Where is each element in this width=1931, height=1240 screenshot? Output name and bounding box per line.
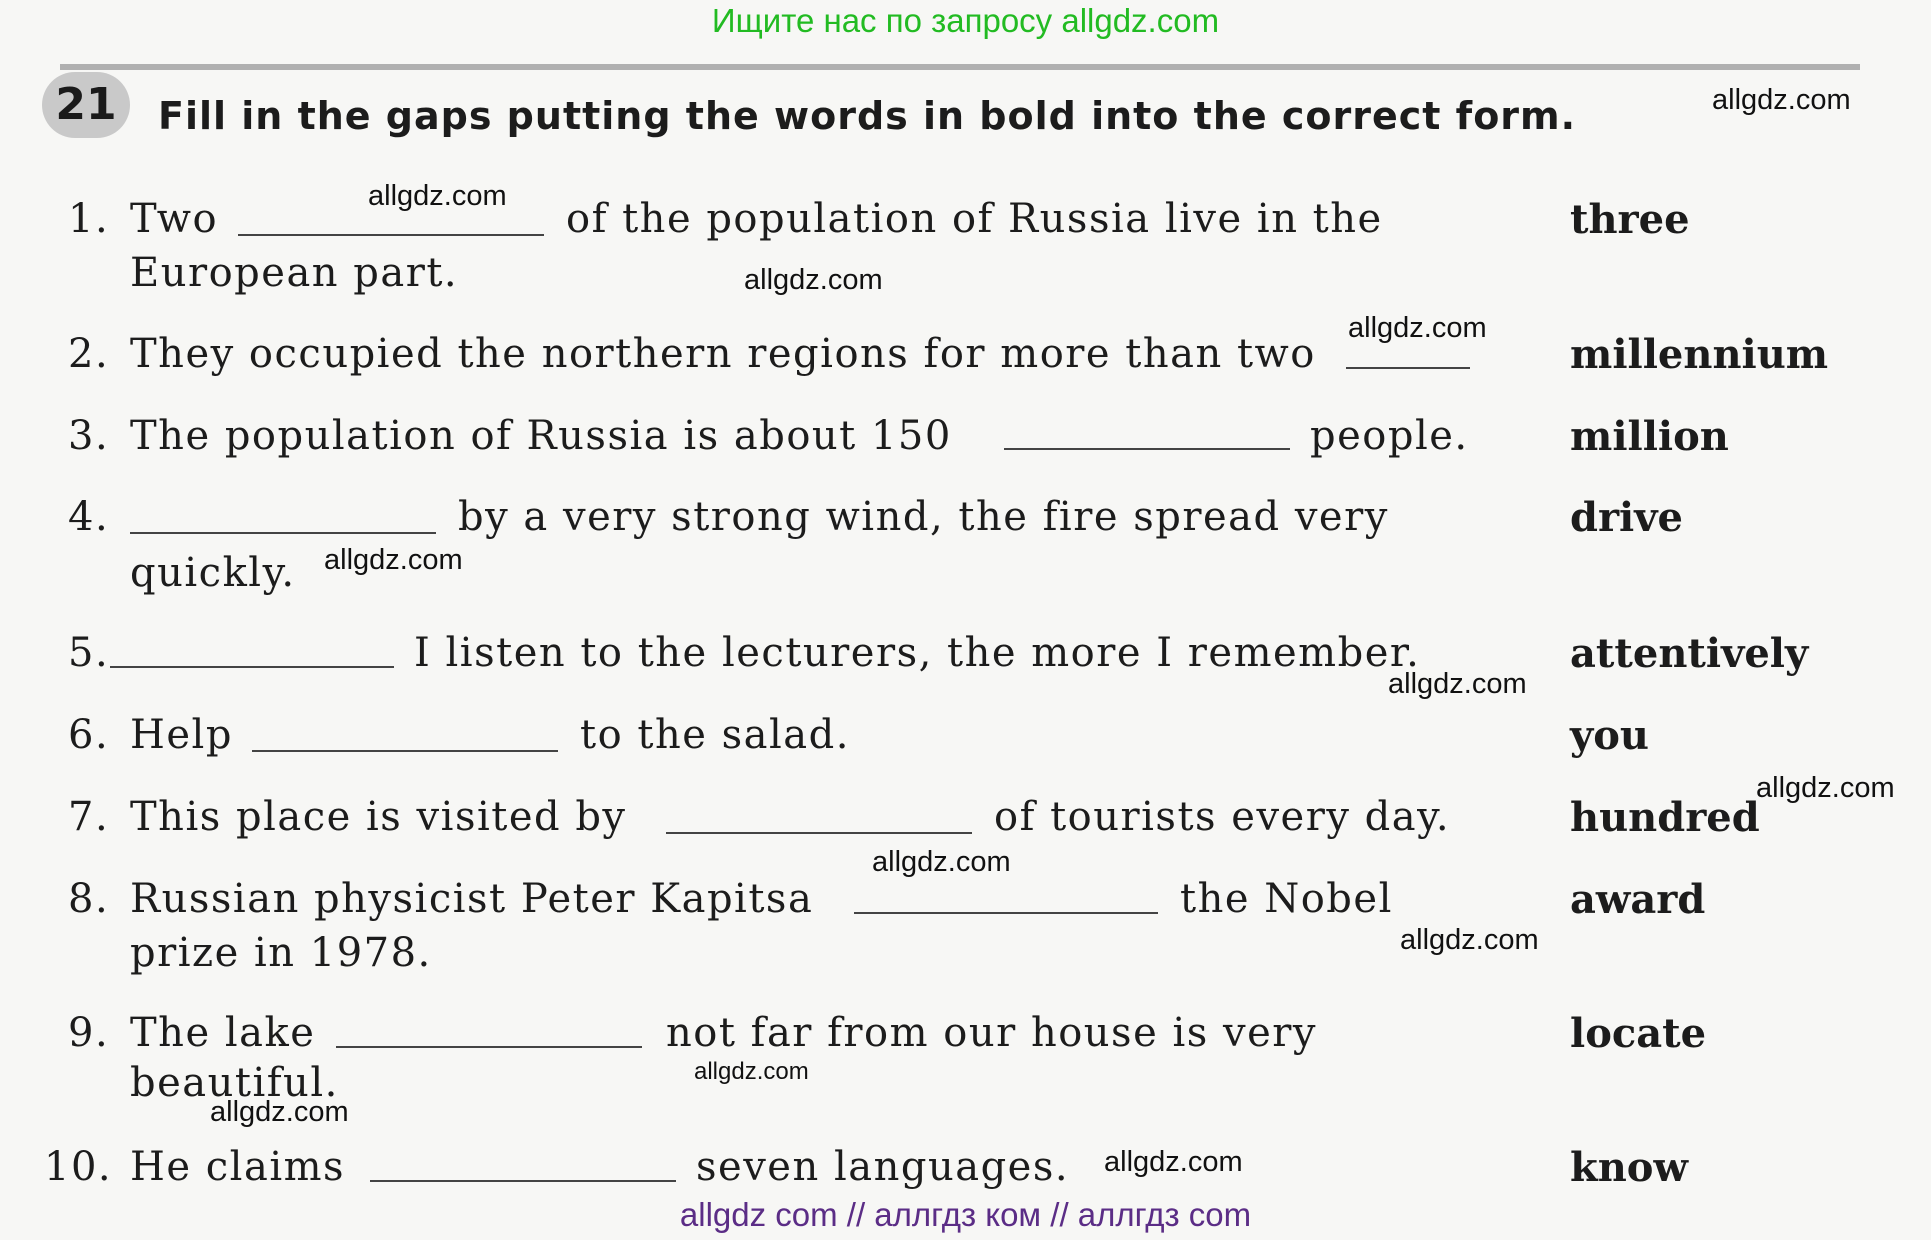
item-text: They occupied the northern regions for more than two	[130, 331, 1316, 377]
watermark: allgdz.com	[368, 180, 507, 212]
keyword: millennium	[1570, 331, 1829, 378]
item-text: people.	[1310, 413, 1469, 459]
answer-gap[interactable]	[854, 912, 1158, 914]
item-number: 8.	[68, 876, 110, 922]
keyword: award	[1570, 876, 1706, 923]
watermark: allgdz.com	[744, 264, 883, 296]
item-text: to the salad.	[580, 712, 850, 758]
watermark: allgdz.com	[694, 1058, 809, 1085]
answer-gap[interactable]	[1004, 448, 1290, 450]
item-text: Help	[130, 712, 233, 758]
watermark: allgdz.com	[1104, 1146, 1243, 1178]
item-number: 1.	[68, 196, 110, 242]
answer-gap[interactable]	[238, 234, 544, 236]
keyword: attentively	[1570, 630, 1809, 677]
item-text: seven languages.	[696, 1144, 1070, 1190]
top-banner: Ищите нас по запросу allgdz.com	[711, 2, 1220, 39]
item-number: 6.	[68, 712, 110, 758]
answer-gap[interactable]	[370, 1180, 676, 1182]
item-number: 5.	[68, 630, 110, 676]
watermark: allgdz.com	[210, 1096, 349, 1128]
bottom-banner: allgdz com // аллгдз ком // аллгдз com	[679, 1196, 1252, 1233]
watermark: allgdz.com	[872, 846, 1011, 878]
item-text: by a very strong wind, the fire spread very	[458, 494, 1389, 540]
keyword: drive	[1570, 494, 1683, 541]
item-text-continued: beautiful.	[130, 1060, 339, 1106]
item-text: of tourists every day.	[994, 794, 1451, 840]
item-text: of the population of Russia live in the	[566, 196, 1383, 242]
answer-gap[interactable]	[110, 666, 394, 668]
item-text: the Nobel	[1180, 876, 1393, 922]
answer-gap[interactable]	[252, 750, 558, 752]
item-text-continued: quickly.	[130, 550, 296, 596]
item-text: I listen to the lecturers, the more I remember.	[414, 630, 1421, 676]
item-text: Two	[130, 196, 219, 242]
keyword: hundred	[1570, 794, 1760, 841]
watermark: allgdz.com	[1712, 84, 1851, 116]
keyword: know	[1570, 1144, 1688, 1191]
item-number: 3.	[68, 413, 110, 459]
answer-gap[interactable]	[336, 1046, 642, 1048]
answer-gap[interactable]	[1346, 367, 1470, 369]
keyword: three	[1570, 196, 1690, 243]
watermark: allgdz.com	[1388, 668, 1527, 700]
item-number: 10.	[44, 1144, 113, 1190]
watermark: allgdz.com	[1756, 772, 1895, 804]
item-text: Russian physicist Peter Kapitsa	[130, 876, 814, 922]
answer-gap[interactable]	[666, 832, 972, 834]
watermark: allgdz.com	[1348, 312, 1487, 344]
keyword: you	[1570, 712, 1650, 759]
keyword: million	[1570, 413, 1729, 460]
exercise-instruction: Fill in the gaps putting the words in bold into the correct form.	[158, 94, 1577, 138]
header-rule	[60, 64, 1860, 70]
item-text-continued: European part.	[130, 250, 459, 296]
item-number: 9.	[68, 1010, 110, 1056]
item-text: He claims	[130, 1144, 346, 1190]
item-number: 7.	[68, 794, 110, 840]
keyword: locate	[1570, 1010, 1707, 1057]
exercise-number-badge: 21	[42, 72, 130, 138]
watermark: allgdz.com	[1400, 924, 1539, 956]
item-number: 2.	[68, 331, 110, 377]
item-text: This place is visited by	[130, 794, 627, 840]
answer-gap[interactable]	[130, 532, 436, 534]
item-text: The population of Russia is about 150	[130, 413, 952, 459]
item-text: not far from our house is very	[666, 1010, 1317, 1056]
item-number: 4.	[68, 494, 110, 540]
item-text: The lake	[130, 1010, 316, 1056]
item-text-continued: prize in 1978.	[130, 930, 432, 976]
watermark: allgdz.com	[324, 544, 463, 576]
